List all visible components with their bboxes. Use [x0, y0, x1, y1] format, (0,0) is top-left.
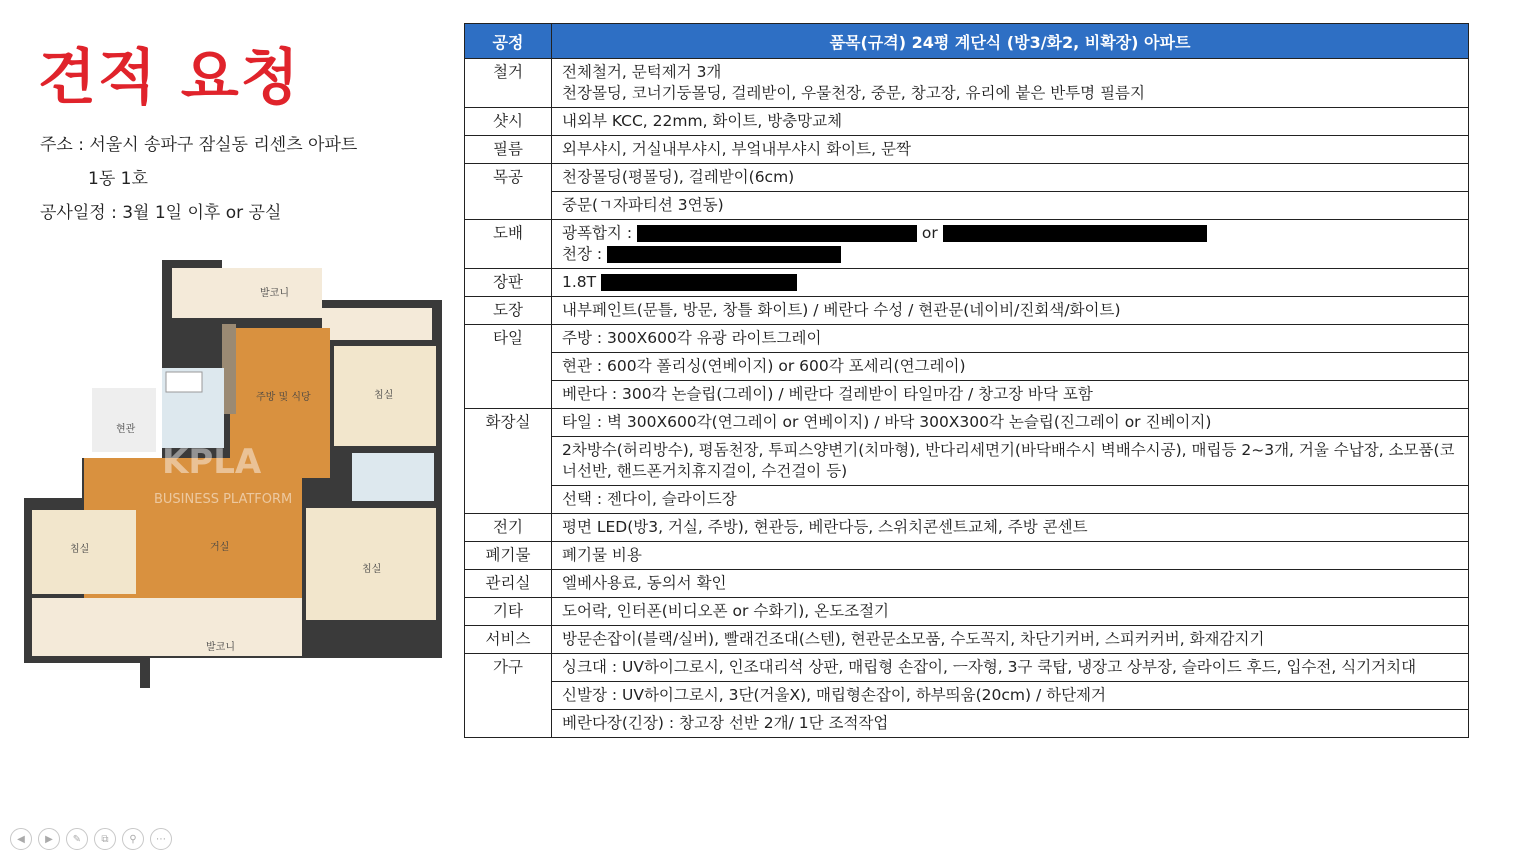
plan-balcony-top [172, 268, 322, 318]
row-content: 광폭합지 : or 천장 : [552, 220, 1469, 269]
table-row [465, 626, 1469, 654]
plan-label: 발코니 [206, 642, 235, 653]
row-content: 도어락, 인터폰(비디오폰 or 수화기), 온도조절기 [552, 598, 1469, 626]
header-item: 품목(규격) 24평 계단식 (방3/화2, 비확장) 아파트 [552, 24, 1469, 59]
table-row [465, 598, 1469, 626]
table-row [465, 108, 1469, 136]
row-category: 기타 [465, 598, 552, 626]
redacted-block [607, 246, 841, 263]
row-category: 도배 [465, 220, 552, 269]
row-content: 방문손잡이(블랙/실버), 빨래건조대(스텐), 현관문소모품, 수도꼭지, 차단기커버, 스피커커버, 화재감지기 [552, 626, 1469, 654]
quote-table [464, 23, 1469, 738]
prev-icon[interactable]: ◀ [10, 828, 32, 850]
row-content: 현관 : 600각 폴리싱(연베이지) or 600각 포세리(연그레이) [552, 353, 1469, 381]
table-row [465, 220, 1469, 269]
table-row [465, 409, 1469, 437]
table-row [465, 297, 1469, 325]
plan-label: 발코니 [260, 288, 289, 299]
row-category: 서비스 [465, 626, 552, 654]
table-row [465, 654, 1469, 682]
plan-entrance [92, 388, 156, 452]
address-text: 주소 : 서울시 송파구 잠실동 리센츠 아파트 [40, 135, 358, 155]
plan-bathroom-2 [352, 453, 434, 501]
header-process: 공정 [465, 24, 552, 59]
table-row [465, 164, 1469, 192]
table-row [465, 437, 1469, 486]
row-content: 폐기물 비용 [552, 542, 1469, 570]
row-content: 싱크대 : UV하이그로시, 인조대리석 상판, 매립형 손잡이, ㅡ자형, 3구 쿡탑, 냉장고 상부장, 슬라이드 후드, 입수전, 식기거치대 [552, 654, 1469, 682]
row-category: 도장 [465, 297, 552, 325]
next-icon[interactable]: ▶ [38, 828, 60, 850]
row-content: 주방 : 300X600각 유광 라이트그레이 [552, 325, 1469, 353]
row-content: 베란다 : 300각 논슬립(그레이) / 베란다 걸레받이 타일마감 / 창고장 바닥 포함 [552, 381, 1469, 409]
row-category: 관리실 [465, 570, 552, 598]
table-row [465, 570, 1469, 598]
row-content: 내외부 KCC, 22mm, 화이트, 방충망교체 [552, 108, 1469, 136]
row-category: 전기 [465, 514, 552, 542]
row-content: 외부샤시, 거실내부샤시, 부엌내부샤시 화이트, 문짝 [552, 136, 1469, 164]
plan-label: 침실 [374, 390, 394, 401]
schedule-text: 공사일정 : 3월 1일 이후 or 공실 [40, 203, 282, 223]
row-content: 엘베사용료, 동의서 확인 [552, 570, 1469, 598]
table-row [465, 542, 1469, 570]
row-category: 화장실 [465, 409, 552, 514]
redacted-block [943, 225, 1207, 242]
copy-icon[interactable]: ⧉ [94, 828, 116, 850]
row-content: 2차방수(허리방수), 평돔천장, 투피스양변기(치마형), 반다리세면기(바닥배수시 벽배수시공), 매립등 2~3개, 거울 수납장, 소모품(코너선반, 핸드폰거치휴지걸이, 수건걸이 등) [552, 437, 1469, 486]
row-category: 장판 [465, 269, 552, 297]
row-category: 목공 [465, 164, 552, 220]
row-category: 샷시 [465, 108, 552, 136]
more-icon[interactable]: ⋯ [150, 828, 172, 850]
slide-controls [10, 828, 172, 850]
row-content: 중문(ㄱ자파티션 3연동) [552, 192, 1469, 220]
plan-label: 주방 및 식당 [256, 392, 311, 403]
redacted-block [637, 225, 917, 242]
address-unit: 1동 1호 [88, 169, 148, 189]
row-content: 선택 : 젠다이, 슬라이드장 [552, 486, 1469, 514]
plan-label: 거실 [210, 542, 230, 553]
floor-plan [22, 258, 446, 690]
table-row [465, 486, 1469, 514]
row-content: 내부페인트(문틀, 방문, 창틀 화이트) / 베란다 수성 / 현관문(네이비/진회색/화이트) [552, 297, 1469, 325]
table-row [465, 710, 1469, 738]
table-row [465, 325, 1469, 353]
page-title: 견적 요청 [38, 43, 301, 113]
table-row [465, 269, 1469, 297]
plan-watermark: KPLA [162, 442, 262, 482]
zoom-icon[interactable]: ⚲ [122, 828, 144, 850]
row-content: 베란다장(긴장) : 창고장 선반 2개/ 1단 조적작업 [552, 710, 1469, 738]
row-content: 전체철거, 문턱제거 3개 천장몰딩, 코너기둥몰딩, 걸레받이, 우물천장, 중문, 창고장, 유리에 붙은 반투명 필름지 [552, 59, 1469, 108]
row-content: 1.8T [552, 269, 1469, 297]
redacted-block [601, 274, 797, 291]
plan-label: 침실 [70, 544, 90, 555]
row-category: 필름 [465, 136, 552, 164]
table-row [465, 59, 1469, 108]
plan-watermark-sub: BUSINESS PLATFORM [154, 492, 293, 507]
table-row [465, 192, 1469, 220]
pen-icon[interactable]: ✎ [66, 828, 88, 850]
row-content: 신발장 : UV하이그로시, 3단(거울X), 매립형손잡이, 하부띄움(20cm) / 하단제거 [552, 682, 1469, 710]
table-row [465, 381, 1469, 409]
row-content: 타일 : 벽 300X600각(연그레이 or 연베이지) / 바닥 300X300각 논슬립(진그레이 or 진베이지) [552, 409, 1469, 437]
row-category: 타일 [465, 325, 552, 409]
table-row [465, 514, 1469, 542]
table-header [465, 24, 1469, 59]
row-category: 철거 [465, 59, 552, 108]
row-category: 가구 [465, 654, 552, 738]
row-content: 천장몰딩(평몰딩), 걸레받이(6cm) [552, 164, 1469, 192]
row-category: 폐기물 [465, 542, 552, 570]
table-row [465, 136, 1469, 164]
table-row [465, 353, 1469, 381]
plan-label: 침실 [362, 564, 382, 575]
table-row [465, 682, 1469, 710]
row-content: 평면 LED(방3, 거실, 주방), 현관등, 베란다등, 스위치콘센트교체, 주방 콘센트 [552, 514, 1469, 542]
plan-label: 현관 [116, 424, 136, 435]
